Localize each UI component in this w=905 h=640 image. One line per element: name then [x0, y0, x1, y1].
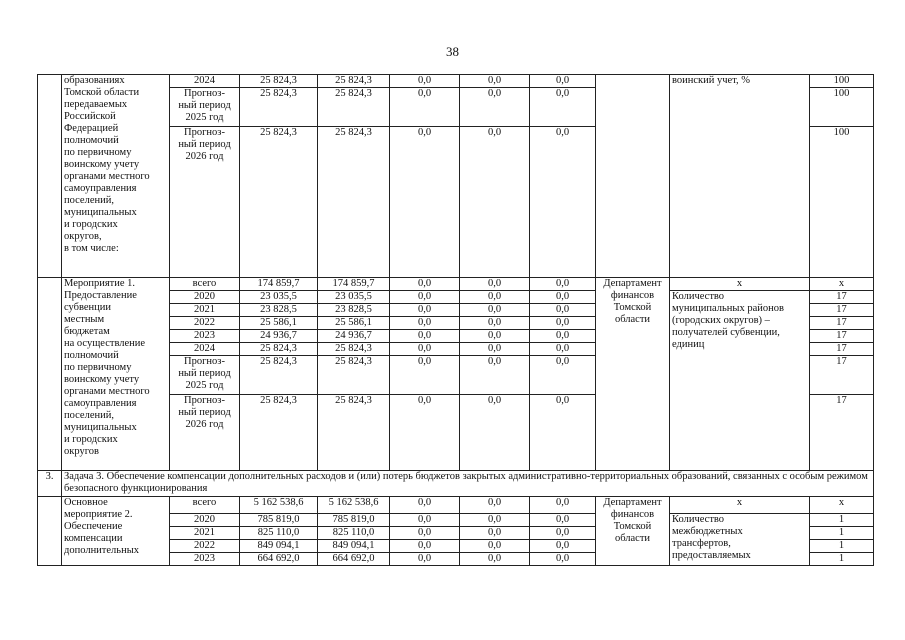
period-cell: 2024 [170, 343, 240, 356]
other-cell: 0,0 [530, 395, 596, 471]
row-number-cell [38, 497, 62, 566]
regional-cell: 0,0 [390, 540, 460, 553]
task-number: 3. [38, 471, 62, 497]
other-cell: 0,0 [530, 540, 596, 553]
regional-cell: 0,0 [390, 278, 460, 291]
federal-cell: 785 819,0 [318, 514, 390, 527]
period-cell: 2021 [170, 527, 240, 540]
local-cell: 0,0 [460, 343, 530, 356]
federal-cell: 664 692,0 [318, 553, 390, 566]
other-cell: 0,0 [530, 553, 596, 566]
local-cell: 0,0 [460, 317, 530, 330]
federal-cell: 23 828,5 [318, 304, 390, 317]
local-cell: 0,0 [460, 356, 530, 395]
local-cell: 0,0 [460, 127, 530, 278]
regional-cell: 0,0 [390, 304, 460, 317]
total-cell: 5 162 538,6 [240, 497, 318, 514]
period-cell: 2020 [170, 291, 240, 304]
regional-cell: 0,0 [390, 514, 460, 527]
local-cell: 0,0 [460, 553, 530, 566]
row-number-cell [38, 75, 62, 278]
other-cell: 0,0 [530, 127, 596, 278]
indicator-x-cell: x [670, 497, 810, 514]
local-cell: 0,0 [460, 291, 530, 304]
period-cell: Прогноз- ный период 2025 год [170, 88, 240, 127]
federal-cell: 25 824,3 [318, 343, 390, 356]
period-cell: 2022 [170, 540, 240, 553]
period-cell: всего [170, 497, 240, 514]
regional-cell: 0,0 [390, 343, 460, 356]
total-cell: 23 828,5 [240, 304, 318, 317]
indicator-name: воинский учет, % [670, 75, 810, 278]
period-cell: Прогноз- ный период 2025 год [170, 356, 240, 395]
regional-cell: 0,0 [390, 291, 460, 304]
regional-cell: 0,0 [390, 75, 460, 88]
row-number-cell [38, 278, 62, 471]
indicator-value: x [810, 278, 874, 291]
total-cell: 825 110,0 [240, 527, 318, 540]
local-cell: 0,0 [460, 514, 530, 527]
federal-cell: 174 859,7 [318, 278, 390, 291]
indicator-value: 17 [810, 304, 874, 317]
period-cell: 2023 [170, 553, 240, 566]
activity-name: Мероприятие 1. Предоставление субвенции местным бюджетам на осуществление полномочий по первичному воинскому учету органами местного самоуправления поселений, муниципальных и городских округов [62, 278, 170, 471]
period-cell: всего [170, 278, 240, 291]
table-row [38, 278, 874, 291]
period-cell: 2024 [170, 75, 240, 88]
indicator-value: 1 [810, 540, 874, 553]
program-table [37, 74, 874, 566]
total-cell: 664 692,0 [240, 553, 318, 566]
regional-cell: 0,0 [390, 317, 460, 330]
period-cell: 2022 [170, 317, 240, 330]
local-cell: 0,0 [460, 395, 530, 471]
indicator-value: 17 [810, 343, 874, 356]
period-cell: Прогноз- ный период 2026 год [170, 127, 240, 278]
indicator-value: 100 [810, 88, 874, 127]
regional-cell: 0,0 [390, 330, 460, 343]
total-cell: 785 819,0 [240, 514, 318, 527]
indicator-value: 17 [810, 395, 874, 471]
task-text: Задача 3. Обеспечение компенсации дополнительных расходов и (или) потерь бюджетов закрытых административно-территориальных образований, связанных с особым режимом безопасного функционирования [62, 471, 874, 497]
indicator-value: 1 [810, 553, 874, 566]
local-cell: 0,0 [460, 278, 530, 291]
regional-cell: 0,0 [390, 356, 460, 395]
federal-cell: 849 094,1 [318, 540, 390, 553]
other-cell: 0,0 [530, 497, 596, 514]
indicator-value: 100 [810, 127, 874, 278]
regional-cell: 0,0 [390, 553, 460, 566]
indicator-x-cell: x [670, 278, 810, 291]
regional-cell: 0,0 [390, 395, 460, 471]
indicator-value: 1 [810, 527, 874, 540]
other-cell: 0,0 [530, 527, 596, 540]
local-cell: 0,0 [460, 497, 530, 514]
federal-cell: 25 824,3 [318, 127, 390, 278]
total-cell: 25 824,3 [240, 395, 318, 471]
federal-cell: 23 035,5 [318, 291, 390, 304]
local-cell: 0,0 [460, 527, 530, 540]
other-cell: 0,0 [530, 88, 596, 127]
executor-cell: Департамент финансов Томской области [596, 278, 670, 471]
executor-cell: Департамент финансов Томской области [596, 497, 670, 566]
federal-cell: 25 824,3 [318, 75, 390, 88]
federal-cell: 825 110,0 [318, 527, 390, 540]
other-cell: 0,0 [530, 278, 596, 291]
regional-cell: 0,0 [390, 88, 460, 127]
activity-name: образованиях Томской области передаваемых Российской Федерацией полномочий по первичному воинскому учету органами местного самоуправления поселений, муниципальных и городских округов, в том числе: [62, 75, 170, 278]
indicator-name: Количество межбюджетных трансфертов, предоставляемых [670, 514, 810, 566]
other-cell: 0,0 [530, 75, 596, 88]
federal-cell: 25 824,3 [318, 88, 390, 127]
local-cell: 0,0 [460, 540, 530, 553]
period-cell: 2020 [170, 514, 240, 527]
other-cell: 0,0 [530, 317, 596, 330]
total-cell: 25 824,3 [240, 75, 318, 88]
total-cell: 174 859,7 [240, 278, 318, 291]
local-cell: 0,0 [460, 88, 530, 127]
local-cell: 0,0 [460, 330, 530, 343]
total-cell: 25 824,3 [240, 127, 318, 278]
page-number: 38 [446, 44, 459, 59]
executor-cell [596, 75, 670, 278]
indicator-value: 100 [810, 75, 874, 88]
indicator-value: 17 [810, 330, 874, 343]
total-cell: 849 094,1 [240, 540, 318, 553]
regional-cell: 0,0 [390, 127, 460, 278]
table-row [38, 497, 874, 514]
period-cell: 2023 [170, 330, 240, 343]
indicator-value: 1 [810, 514, 874, 527]
other-cell: 0,0 [530, 330, 596, 343]
total-cell: 25 586,1 [240, 317, 318, 330]
regional-cell: 0,0 [390, 497, 460, 514]
other-cell: 0,0 [530, 304, 596, 317]
federal-cell: 25 824,3 [318, 395, 390, 471]
federal-cell: 24 936,7 [318, 330, 390, 343]
other-cell: 0,0 [530, 291, 596, 304]
period-cell: 2021 [170, 304, 240, 317]
period-cell: Прогноз- ный период 2026 год [170, 395, 240, 471]
federal-cell: 25 586,1 [318, 317, 390, 330]
indicator-name: Количество муниципальных районов (городских округов) – получателей субвенции, единиц [670, 291, 810, 471]
indicator-value: 17 [810, 356, 874, 395]
total-cell: 23 035,5 [240, 291, 318, 304]
other-cell: 0,0 [530, 356, 596, 395]
federal-cell: 5 162 538,6 [318, 497, 390, 514]
local-cell: 0,0 [460, 304, 530, 317]
total-cell: 24 936,7 [240, 330, 318, 343]
total-cell: 25 824,3 [240, 343, 318, 356]
task-row [38, 471, 874, 497]
regional-cell: 0,0 [390, 527, 460, 540]
total-cell: 25 824,3 [240, 88, 318, 127]
local-cell: 0,0 [460, 75, 530, 88]
other-cell: 0,0 [530, 514, 596, 527]
federal-cell: 25 824,3 [318, 356, 390, 395]
other-cell: 0,0 [530, 343, 596, 356]
indicator-value: 17 [810, 291, 874, 304]
table-row [38, 75, 874, 88]
total-cell: 25 824,3 [240, 356, 318, 395]
indicator-value: x [810, 497, 874, 514]
activity-name: Основное мероприятие 2. Обеспечение компенсации дополнительных [62, 497, 170, 566]
indicator-value: 17 [810, 317, 874, 330]
